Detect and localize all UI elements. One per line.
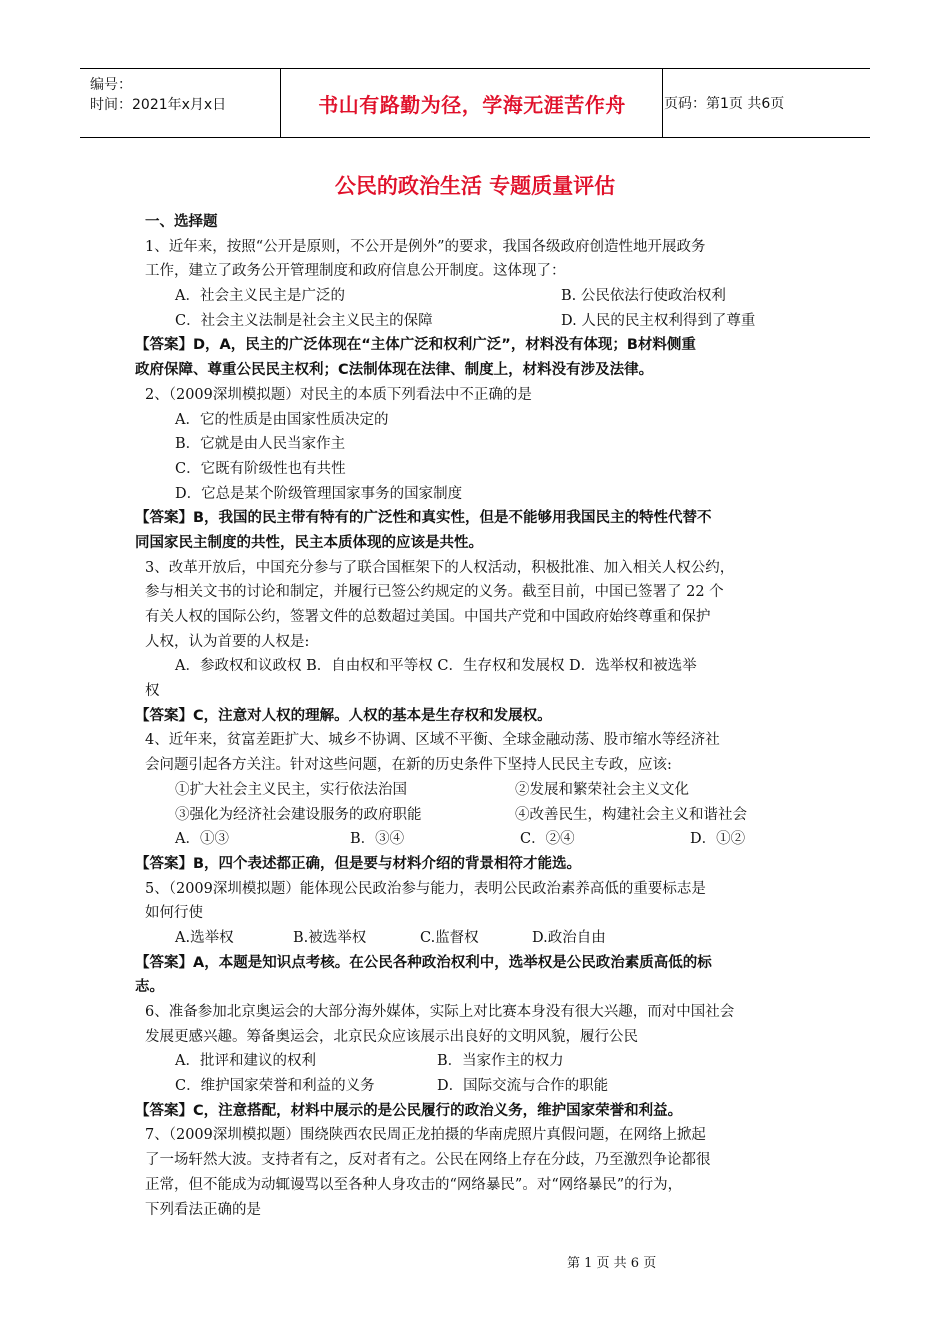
answer-1: 【答案】D，A，民主的广泛体现在“主体广泛和权利广泛”，材料没有体现；B材料侧重 (135, 337, 696, 354)
question-3-options: A．参政权和议政权 B．自由权和平等权 C．生存权和发展权 D．选举权和被选举 (175, 658, 697, 675)
question-4-statements-row1 (145, 778, 815, 803)
document-title: 公民的政治生活 专题质量评估 (334, 174, 616, 198)
answer-6: 【答案】C，注意搭配，材料中展示的是公民履行的政治义务，维护国家荣誉和利益。 (135, 1102, 683, 1119)
question-4-statements-row2 (145, 803, 815, 828)
option-b: B.被选举权 (293, 929, 367, 946)
answer-2: 【答案】B，我国的民主带有特有的广泛性和真实性，但是不能够用我国民主的特性代替不 (135, 510, 712, 527)
option-c: C.监督权 (420, 929, 479, 946)
question-5-options (145, 926, 815, 951)
option-d: D．它总是某个阶级管理国家事务的国家制度 (175, 485, 463, 502)
question-4-stem-cont: 会问题引起各方关注。针对这些问题，在新的历史条件下坚持人民民主专政，应该: (145, 757, 672, 774)
code-label: 编号： (90, 77, 132, 93)
question-1-options-row1 (145, 284, 815, 309)
option-a: A．它的性质是由国家性质决定的 (175, 411, 389, 428)
option-c: C．维护国家荣誉和利益的义务 (175, 1078, 375, 1095)
question-7-stem-cont: 下列看法正确的是 (145, 1201, 261, 1218)
header-divider-left (280, 69, 281, 137)
statement-4: ④改善民生，构建社会主义和谐社会 (515, 806, 747, 823)
option-c: C．它既有阶级性也有共性 (175, 460, 346, 477)
question-3-options-cont: 权 (145, 683, 160, 700)
option-d: D. 人民的民主权利得到了尊重 (561, 312, 756, 329)
page-header (80, 68, 870, 138)
question-7-stem-cont: 了一场轩然大波。支持者有之，反对者有之。公民在网络上存在分歧，乃至激烈争论都很 (145, 1152, 711, 1169)
answer-5-cont: 志。 (135, 979, 164, 996)
option-a: A．①③ (175, 831, 229, 848)
option-d: D．①② (690, 831, 746, 848)
header-meta (90, 75, 226, 115)
option-b: B. 公民依法行使政治权利 (561, 288, 726, 305)
option-d: D．国际交流与合作的职能 (437, 1078, 609, 1095)
option-a: A．社会主义民主是广泛的 (175, 288, 345, 305)
question-4-stem: 4、近年来，贫富差距扩大、城乡不协调、区域不平衡、全球金融动荡、股市缩水等经济社 (145, 732, 720, 749)
statement-2: ②发展和繁荣社会主义文化 (515, 781, 689, 798)
header-page-info: 页码：第1页 共6页 (664, 96, 785, 112)
option-c: C．社会主义法制是社会主义民主的保障 (175, 312, 433, 329)
statement-1: ①扩大社会主义民主，实行依法治国 (175, 781, 407, 798)
option-a: A．批评和建议的权利 (175, 1053, 316, 1070)
question-6-options-row2 (145, 1074, 815, 1099)
question-1-stem: 1、近年来，按照“公开是原则，不公开是例外”的要求，我国各级政府创造性地开展政务 (145, 238, 706, 255)
option-b: B．它就是由人民当家作主 (175, 436, 346, 453)
question-5-stem: 5、（2009深圳模拟题）能体现公民政治参与能力，表明公民政治素养高低的重要标志是 (145, 880, 706, 897)
header-divider-right (662, 69, 663, 137)
question-2-stem: 2、（2009深圳模拟题）对民主的本质下列看法中不正确的是 (145, 386, 532, 403)
answer-4: 【答案】B，四个表述都正确，但是要与材料介绍的背景相符才能选。 (135, 855, 582, 872)
option-b: B．当家作主的权力 (437, 1053, 564, 1070)
header-motto: 书山有路勤为径，学海无涯苦作舟 (318, 92, 626, 117)
time-label: 时间：2021年x月x日 (90, 97, 227, 113)
answer-1-cont: 政府保障、尊重公民民主权利；C法制体现在法律、制度上，材料没有涉及法律。 (135, 362, 654, 379)
answer-5: 【答案】A，本题是知识点考核。在公民各种政治权利中，选举权是公民政治素质高低的标 (135, 954, 712, 971)
document-body (135, 210, 815, 1222)
question-6-stem: 6、准备参加北京奥运会的大部分海外媒体，实际上对比赛本身没有很大兴趣，而对中国社会 (145, 1004, 735, 1020)
question-1-options-row2 (145, 309, 815, 334)
question-3-stem-cont: 有关人权的国际公约，签署文件的总数超过美国。中国共产党和中国政府始终尊重和保护 (145, 609, 711, 625)
answer-2-cont: 同国家民主制度的共性，民主本质体现的应该是共性。 (135, 534, 483, 551)
answer-3: 【答案】C，注意对人权的理解。人权的基本是生存权和发展权。 (135, 707, 552, 724)
option-a: A.选举权 (175, 929, 234, 946)
option-d: D.政治自由 (532, 929, 606, 946)
question-3-stem-cont: 参与相关文书的讨论和制定，并履行已签公约规定的义务。截至目前，中国已签署了 22 个 (145, 584, 724, 601)
question-5-stem-cont: 如何行使 (145, 905, 203, 922)
question-6-options-row1 (145, 1049, 815, 1074)
question-7-stem-cont: 正常，但不能成为动辄谩骂以至各种人身攻击的“网络暴民”。对“网络暴民”的行为， (145, 1176, 683, 1193)
question-4-options (145, 827, 815, 852)
option-c: C．②④ (520, 831, 575, 848)
question-7-stem: 7、（2009深圳模拟题）围绕陕西农民周正龙拍摄的华南虎照片真假问题，在网络上掀起 (145, 1127, 706, 1144)
question-1-stem-cont: 工作，建立了政务公开管理制度和政府信息公开制度。这体现了： (145, 263, 566, 280)
option-b: B．③④ (350, 831, 405, 848)
question-6-stem-cont: 发展更感兴趣。筹备奥运会，北京民众应该展示出良好的文明风貌，履行公民 (145, 1028, 638, 1045)
statement-3: ③强化为经济社会建设服务的政府职能 (175, 806, 422, 823)
question-3-stem-cont: 人权，认为首要的人权是: (145, 633, 310, 650)
section-heading: 一、选择题 (145, 214, 218, 230)
question-3-stem: 3、改革开放后，中国充分参与了联合国框架下的人权活动，积极批准、加入相关人权公约， (145, 559, 735, 576)
page-footer: 第 1 页 共 6 页 (567, 1256, 657, 1271)
